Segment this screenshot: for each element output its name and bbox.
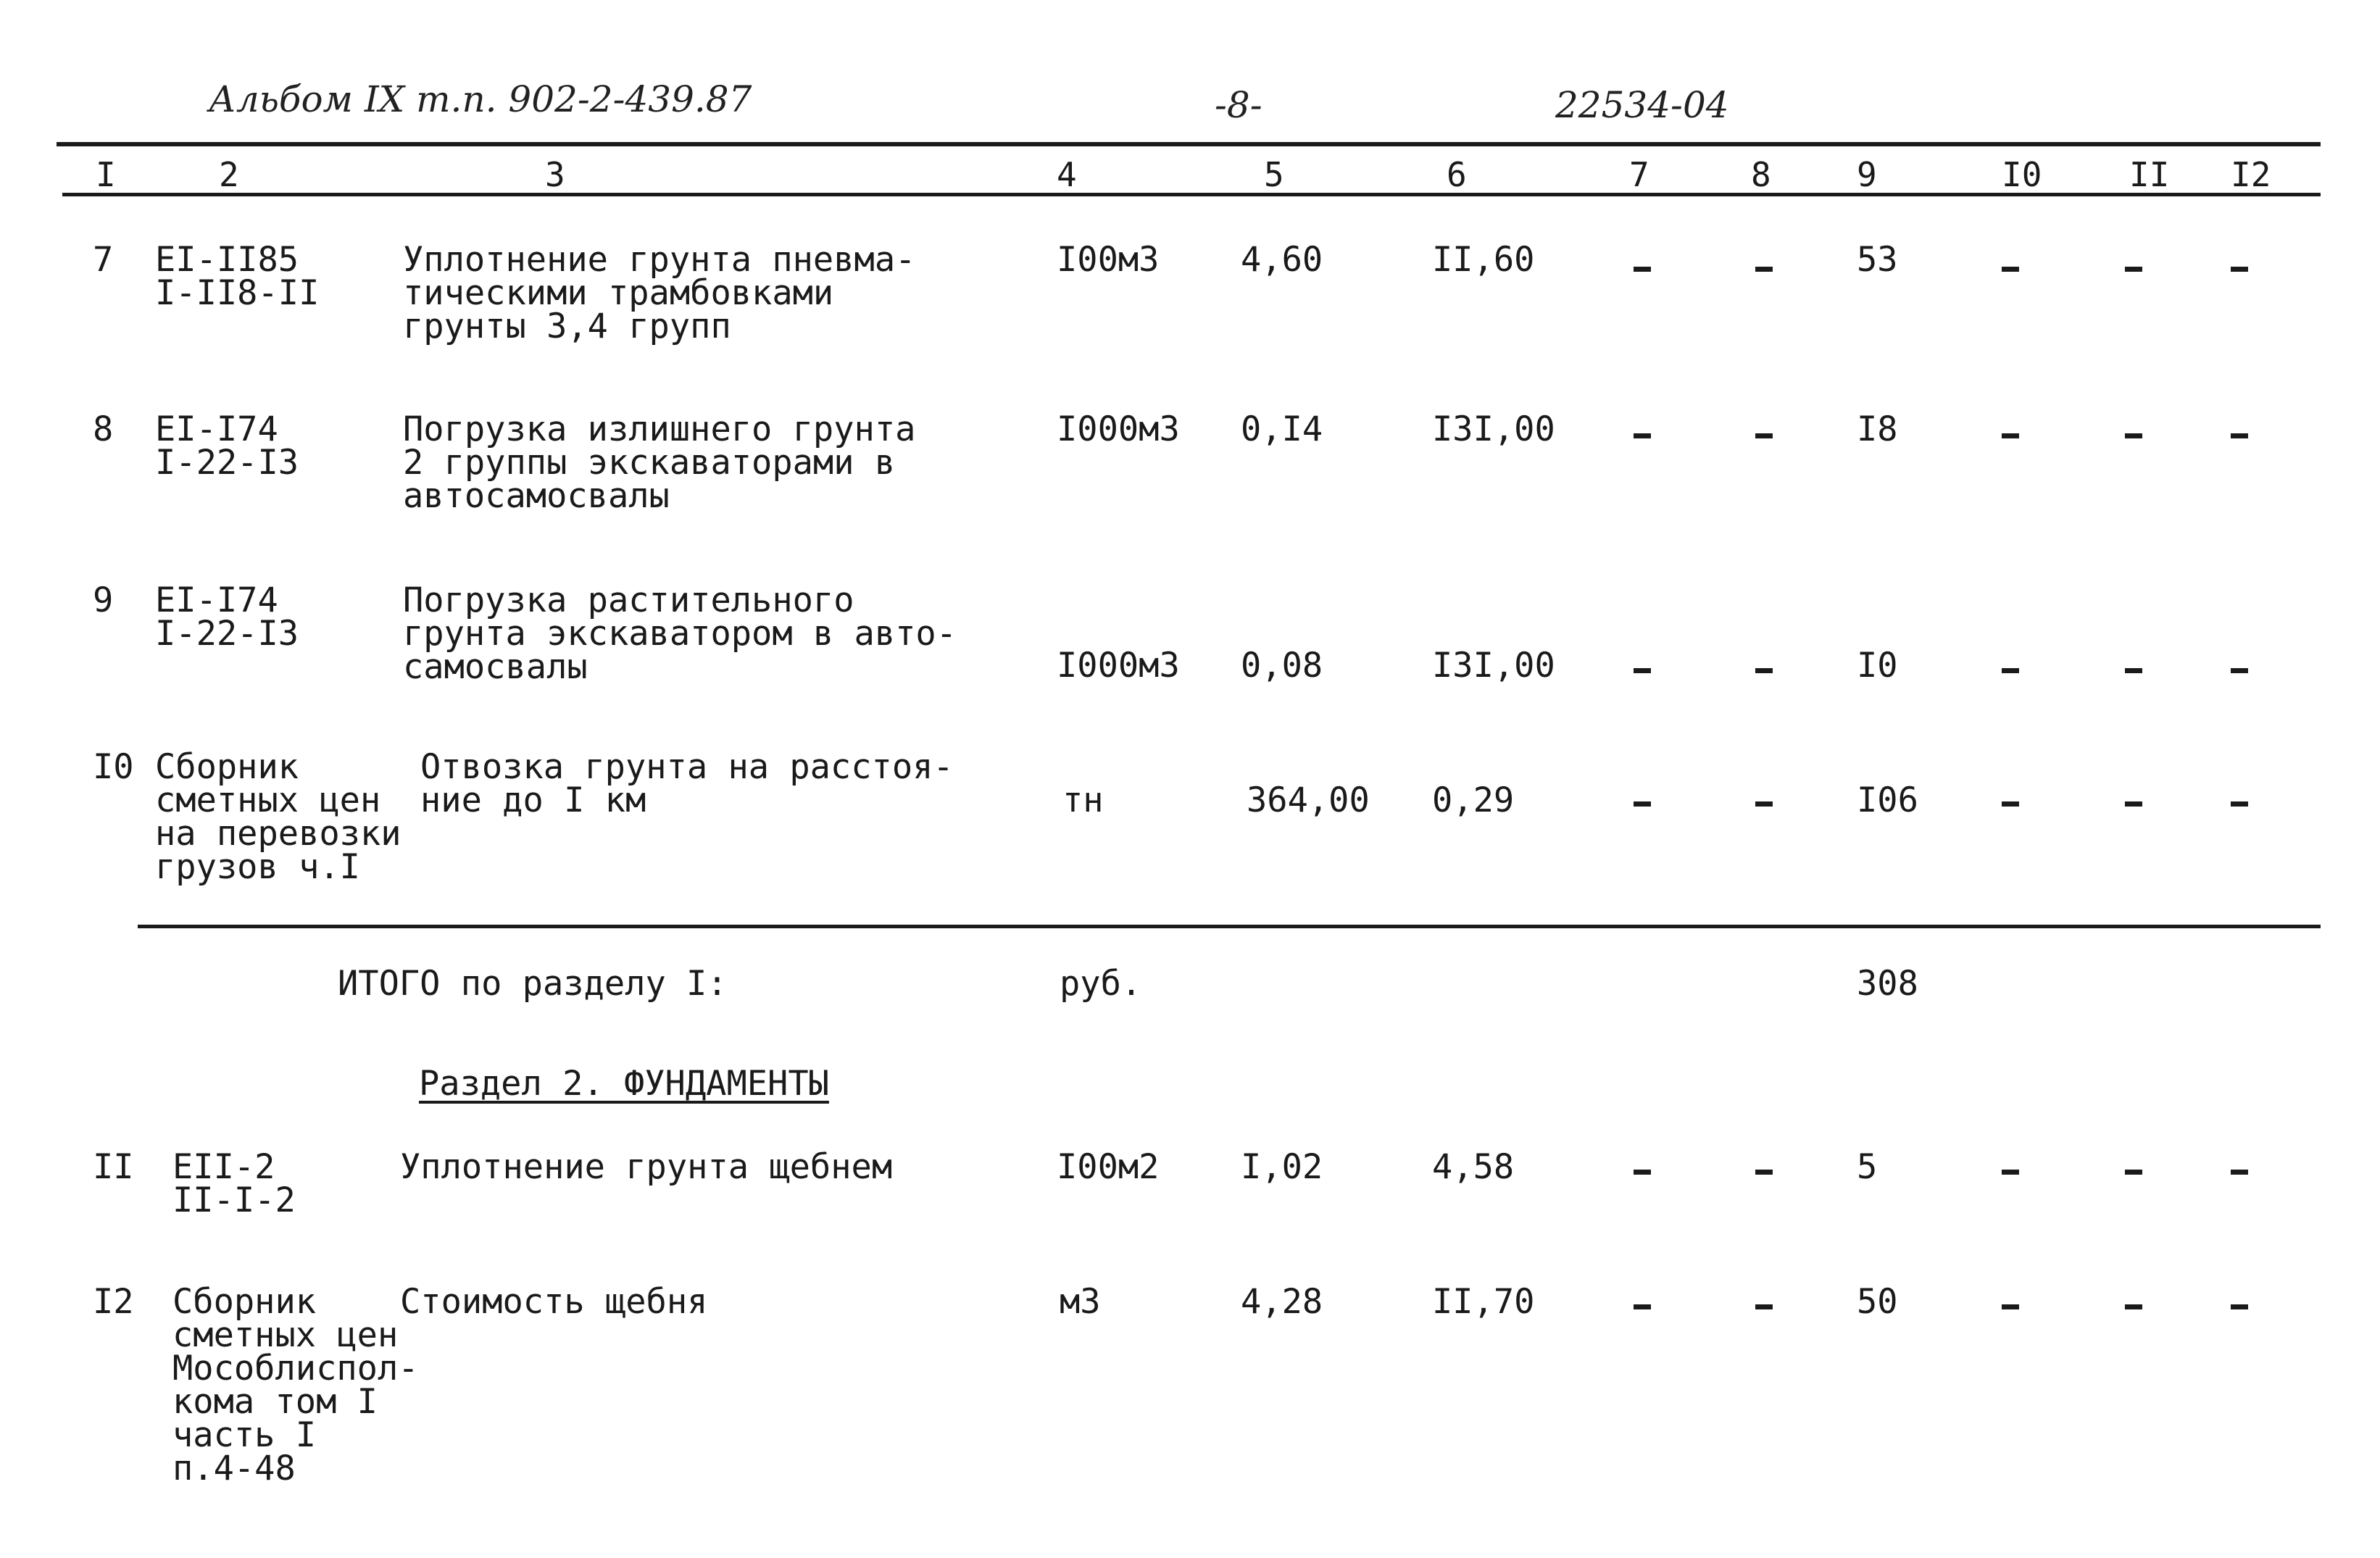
column-header-11: II	[2129, 155, 2170, 194]
header-top-rule	[57, 142, 2321, 146]
quantity: 0,I4	[1241, 409, 1323, 449]
empty-col-7-dash	[1634, 433, 1651, 438]
empty-col-10-dash	[2002, 801, 2019, 807]
norm-code: Сборник сметных цен Мособлиспол- кома том I часть I п.4-48	[172, 1282, 419, 1488]
column-header-6: 6	[1447, 155, 1467, 194]
work-description: Погрузка растительного грунта экскаватором в авто- самосвалы	[403, 580, 957, 687]
column-header-2: 2	[219, 155, 239, 194]
total-cost: I06	[1857, 780, 1918, 820]
empty-col-12-dash	[2231, 1304, 2248, 1309]
unit-price: II,70	[1432, 1282, 1535, 1322]
norm-code: EI-I74 I-22-I3	[155, 409, 299, 483]
empty-col-11-dash	[2125, 801, 2142, 807]
empty-col-7-dash	[1634, 668, 1651, 673]
unit: I000м3	[1057, 646, 1180, 686]
empty-col-11-dash	[2125, 1170, 2142, 1175]
empty-col-8-dash	[1755, 668, 1773, 673]
quantity: 364,00	[1247, 780, 1370, 820]
empty-col-12-dash	[2231, 801, 2248, 807]
empty-col-12-dash	[2231, 433, 2248, 438]
row-number: I0	[93, 747, 134, 787]
column-header-3: 3	[545, 155, 565, 194]
subtotal-rule	[138, 925, 2321, 928]
empty-col-12-dash	[2231, 668, 2248, 673]
column-header-7: 7	[1629, 155, 1649, 194]
total-cost: 53	[1857, 240, 1898, 280]
section-title: Раздел 2. ФУНДАМЕНТЫ	[419, 1064, 829, 1104]
column-header-10: I0	[2002, 155, 2042, 194]
column-header-4: 4	[1057, 155, 1077, 194]
empty-col-7-dash	[1634, 1304, 1651, 1309]
unit: I00м2	[1057, 1147, 1160, 1187]
empty-col-7-dash	[1634, 801, 1651, 807]
empty-col-10-dash	[2002, 1170, 2019, 1175]
empty-col-8-dash	[1755, 1304, 1773, 1309]
empty-col-11-dash	[2125, 668, 2142, 673]
work-description: Отвозка грунта на расстоя- ние до I км	[420, 747, 954, 820]
unit: тн	[1062, 780, 1104, 820]
column-header-9: 9	[1857, 155, 1877, 194]
total-cost: I8	[1857, 409, 1898, 449]
unit: I00м3	[1057, 240, 1160, 280]
album-reference: Альбом IX т.п. 902-2-439.87	[209, 78, 752, 120]
empty-col-12-dash	[2231, 267, 2248, 272]
quantity: 4,28	[1241, 1282, 1323, 1322]
page-number: -8-	[1215, 84, 1262, 126]
unit-price: I3I,00	[1432, 646, 1555, 686]
document-number: 22534-04	[1555, 84, 1729, 126]
subtotal-label: ИТОГО по разделу I:	[338, 964, 728, 1004]
row-number: 7	[93, 240, 114, 280]
total-cost: 5	[1857, 1147, 1878, 1187]
header-bottom-rule	[62, 193, 2321, 196]
row-number: 9	[93, 580, 114, 620]
column-header-5: 5	[1264, 155, 1284, 194]
quantity: 0,08	[1241, 646, 1323, 686]
column-header-12: I2	[2231, 155, 2271, 194]
norm-code: Сборник сметных цен на перевозки грузов ч.I	[155, 747, 401, 887]
quantity: 4,60	[1241, 240, 1323, 280]
row-number: I2	[93, 1282, 134, 1322]
subtotal-unit: руб.	[1060, 964, 1142, 1004]
unit: I000м3	[1057, 409, 1180, 449]
unit-price: 4,58	[1432, 1147, 1515, 1187]
row-number: 8	[93, 409, 114, 449]
quantity: I,02	[1241, 1147, 1323, 1187]
empty-col-11-dash	[2125, 433, 2142, 438]
row-number: II	[93, 1147, 134, 1187]
column-header-8: 8	[1751, 155, 1771, 194]
empty-col-10-dash	[2002, 1304, 2019, 1309]
empty-col-10-dash	[2002, 433, 2019, 438]
norm-code: EI-I74 I-22-I3	[155, 580, 299, 654]
total-cost: I0	[1857, 646, 1898, 686]
work-description: Стоимость щебня	[400, 1282, 708, 1322]
unit-price: I3I,00	[1432, 409, 1555, 449]
work-description: Уплотнение грунта щебнем	[400, 1147, 893, 1187]
empty-col-11-dash	[2125, 267, 2142, 272]
empty-col-8-dash	[1755, 1170, 1773, 1175]
empty-col-10-dash	[2002, 267, 2019, 272]
unit-price: 0,29	[1432, 780, 1515, 820]
work-description: Уплотнение грунта пневма- тическими трамбовками грунты 3,4 групп	[403, 240, 916, 346]
empty-col-7-dash	[1634, 1170, 1651, 1175]
norm-code: EII-2 II-I-2	[172, 1147, 296, 1220]
empty-col-12-dash	[2231, 1170, 2248, 1175]
subtotal-total: 308	[1857, 964, 1918, 1004]
empty-col-10-dash	[2002, 668, 2019, 673]
empty-col-7-dash	[1634, 267, 1651, 272]
norm-code: EI-II85 I-II8-II	[155, 240, 320, 313]
work-description: Погрузка излишнего грунта 2 группы экскаваторами в автосамосвалы	[403, 409, 916, 516]
total-cost: 50	[1857, 1282, 1898, 1322]
empty-col-8-dash	[1755, 433, 1773, 438]
empty-col-8-dash	[1755, 267, 1773, 272]
column-header-1: I	[96, 155, 116, 194]
empty-col-8-dash	[1755, 801, 1773, 807]
empty-col-11-dash	[2125, 1304, 2142, 1309]
unit: м3	[1060, 1282, 1101, 1322]
unit-price: II,60	[1432, 240, 1535, 280]
